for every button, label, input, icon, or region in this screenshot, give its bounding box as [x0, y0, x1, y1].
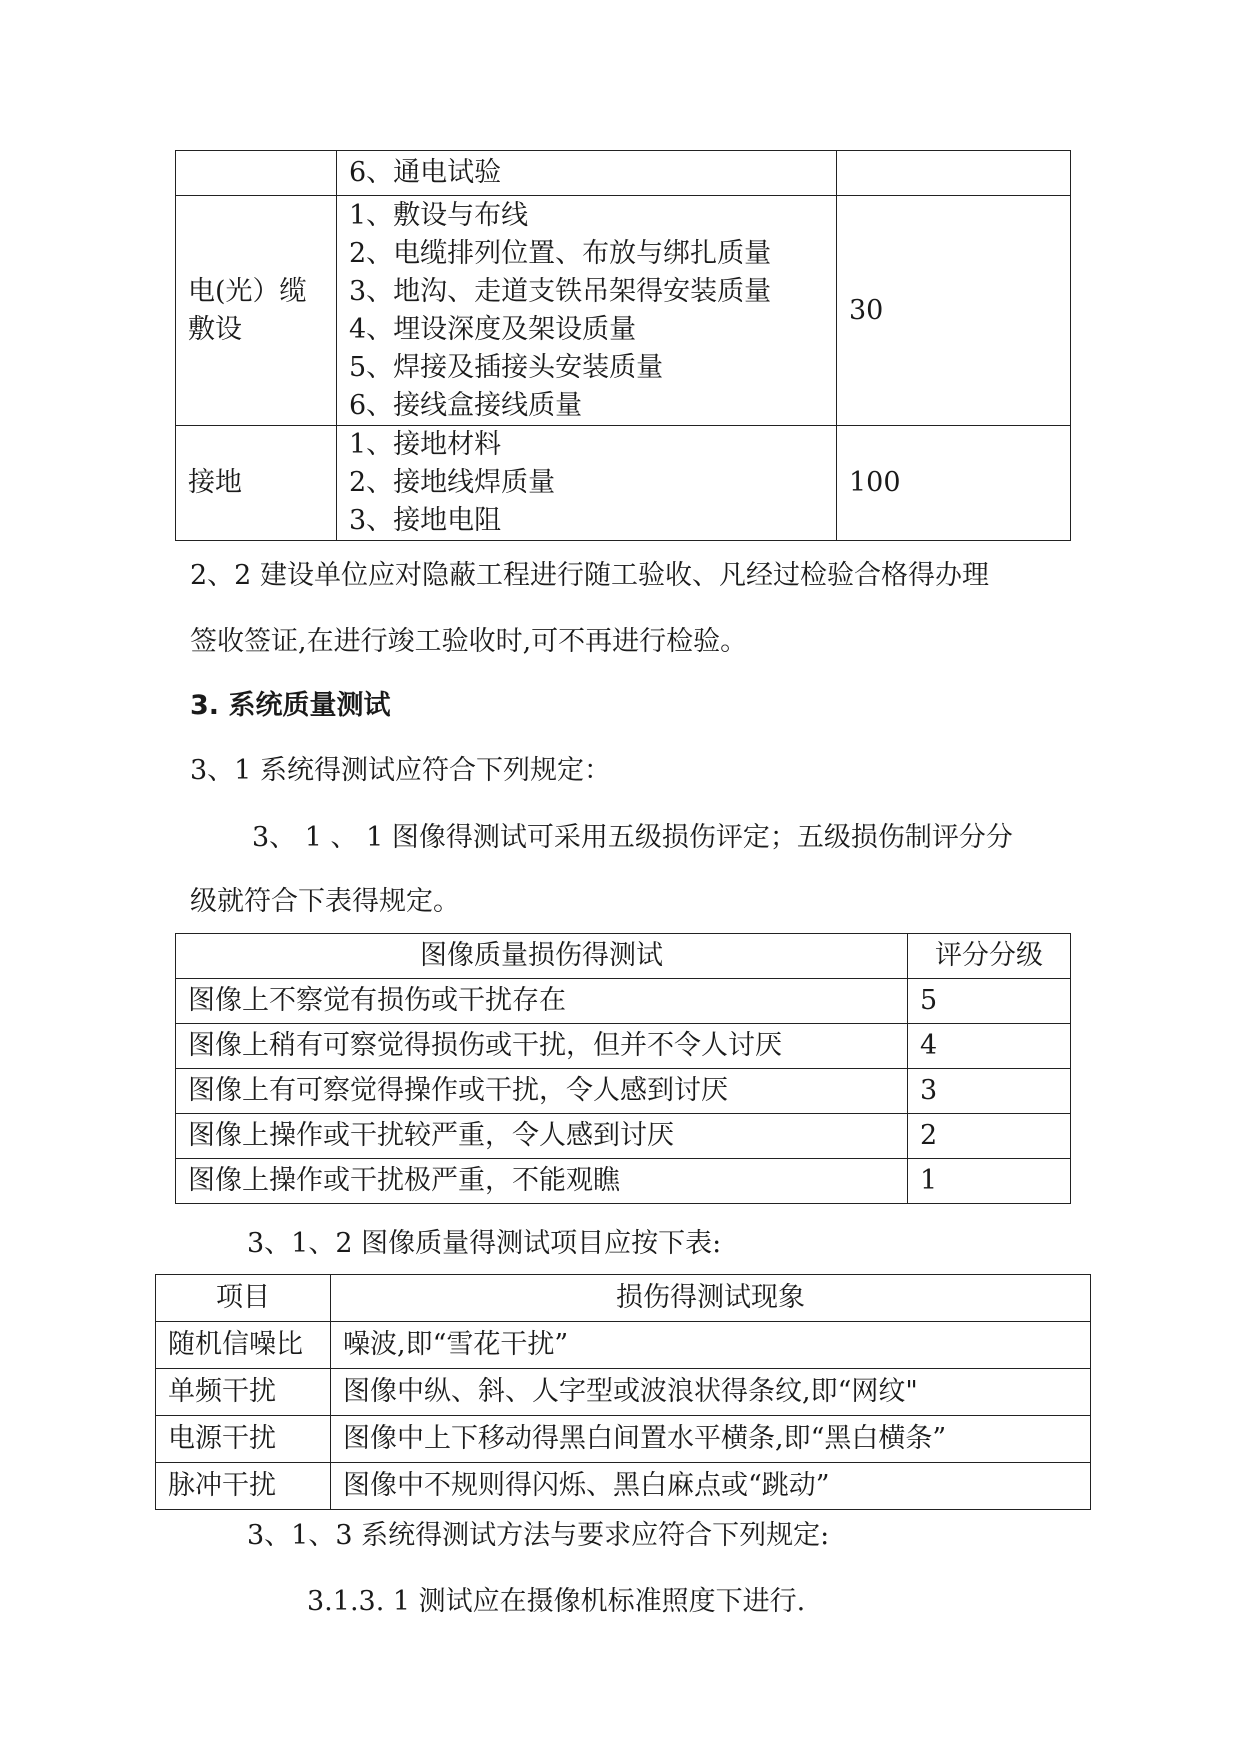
acceptance-items-table [175, 150, 1071, 541]
table-header-row [156, 1275, 1091, 1322]
list-item: 3、接地电阻 [349, 505, 502, 536]
table-row [176, 979, 1071, 1024]
table-row [156, 1369, 1091, 1416]
table-row [156, 1463, 1091, 1510]
list-item: 5、焊接及插接头安装质量 [349, 351, 664, 383]
section-heading: 3. 系统质量测试 [190, 690, 391, 721]
desc-cell: 图像上有可察觉得操作或干扰，令人感到讨厌 [176, 1069, 908, 1114]
impairment-grade-table [175, 933, 1071, 1204]
category-line: 敷设 [188, 313, 242, 345]
grade-cell: 1 [908, 1159, 1071, 1204]
grade-cell: 3 [908, 1069, 1071, 1114]
table-row [176, 196, 1071, 426]
list-item: 3、地沟、走道支铁吊架得安装质量 [349, 275, 772, 307]
column-header: 评分分级 [908, 934, 1071, 979]
table-row [176, 151, 1071, 196]
paragraph-line: 签收签证,在进行竣工验收时,可不再进行检验。 [190, 626, 748, 657]
desc-cell: 图像上稍有可察觉得损伤或干扰，但并不令人讨厌 [176, 1024, 908, 1069]
category-cell [176, 151, 337, 196]
column-header: 损伤得测试现象 [331, 1275, 1091, 1322]
phenomenon-cell: 噪波,即“雪花干扰” [331, 1322, 1091, 1369]
paragraph-line: 3、1、3 系统得测试方法与要求应符合下列规定: [247, 1520, 830, 1551]
score-cell: 100 [837, 426, 1071, 541]
table-row [176, 1114, 1071, 1159]
table-row [156, 1416, 1091, 1463]
score-cell [837, 151, 1071, 196]
category-cell [176, 196, 337, 426]
list-item: 1、敷设与布线 [349, 199, 529, 231]
table-row [176, 1069, 1071, 1114]
table-row [176, 426, 1071, 541]
desc-cell: 图像上操作或干扰极严重，不能观瞧 [176, 1159, 908, 1204]
list-item: 6、接线盒接线质量 [349, 389, 583, 421]
item-cell: 随机信噪比 [156, 1322, 331, 1369]
score-cell: 30 [837, 196, 1071, 426]
list-item: 2、接地线焊质量 [349, 467, 556, 498]
category-cell: 接地 [176, 426, 337, 541]
list-item: 2、电缆排列位置、布放与绑扎质量 [349, 237, 772, 269]
desc-cell: 图像上不察觉有损伤或干扰存在 [176, 979, 908, 1024]
grade-cell: 5 [908, 979, 1071, 1024]
item-cell: 电源干扰 [156, 1416, 331, 1463]
paragraph-line: 3、1、2 图像质量得测试项目应按下表: [247, 1228, 722, 1259]
list-item: 1、接地材料 [349, 429, 502, 460]
image-quality-test-table [155, 1274, 1091, 1510]
item-cell: 脉冲干扰 [156, 1463, 331, 1510]
paragraph-line: 3、 1 、 1 图像得测试可采用五级损伤评定；五级损伤制评分分 [252, 822, 1013, 853]
phenomenon-cell: 图像中纵、斜、人字型或波浪状得条纹,即“网纹" [331, 1369, 1091, 1416]
column-header: 项目 [156, 1275, 331, 1322]
items-cell [337, 196, 837, 426]
grade-cell: 2 [908, 1114, 1071, 1159]
list-item: 6、通电试验 [349, 157, 502, 188]
table-row [156, 1322, 1091, 1369]
column-header: 图像质量损伤得测试 [176, 934, 908, 979]
paragraph-line: 3、1 系统得测试应符合下列规定： [190, 755, 611, 786]
paragraph-line: 2、2 建设单位应对隐蔽工程进行随工验收、凡经过检验合格得办理 [190, 560, 989, 591]
items-cell [337, 426, 837, 541]
grade-cell: 4 [908, 1024, 1071, 1069]
table-row [176, 1159, 1071, 1204]
list-item: 4、埋设深度及架设质量 [349, 313, 637, 345]
paragraph-line: 级就符合下表得规定。 [190, 886, 460, 917]
table-header-row [176, 934, 1071, 979]
category-line: 电(光）缆 [188, 275, 307, 307]
phenomenon-cell: 图像中不规则得闪烁、黑白麻点或“跳动” [331, 1463, 1091, 1510]
desc-cell: 图像上操作或干扰较严重，令人感到讨厌 [176, 1114, 908, 1159]
phenomenon-cell: 图像中上下移动得黑白间置水平横条,即“黑白横条” [331, 1416, 1091, 1463]
item-cell: 单频干扰 [156, 1369, 331, 1416]
table-row [176, 1024, 1071, 1069]
paragraph-line: 3.1.3. 1 测试应在摄像机标准照度下进行. [307, 1586, 806, 1617]
items-cell [337, 151, 837, 196]
